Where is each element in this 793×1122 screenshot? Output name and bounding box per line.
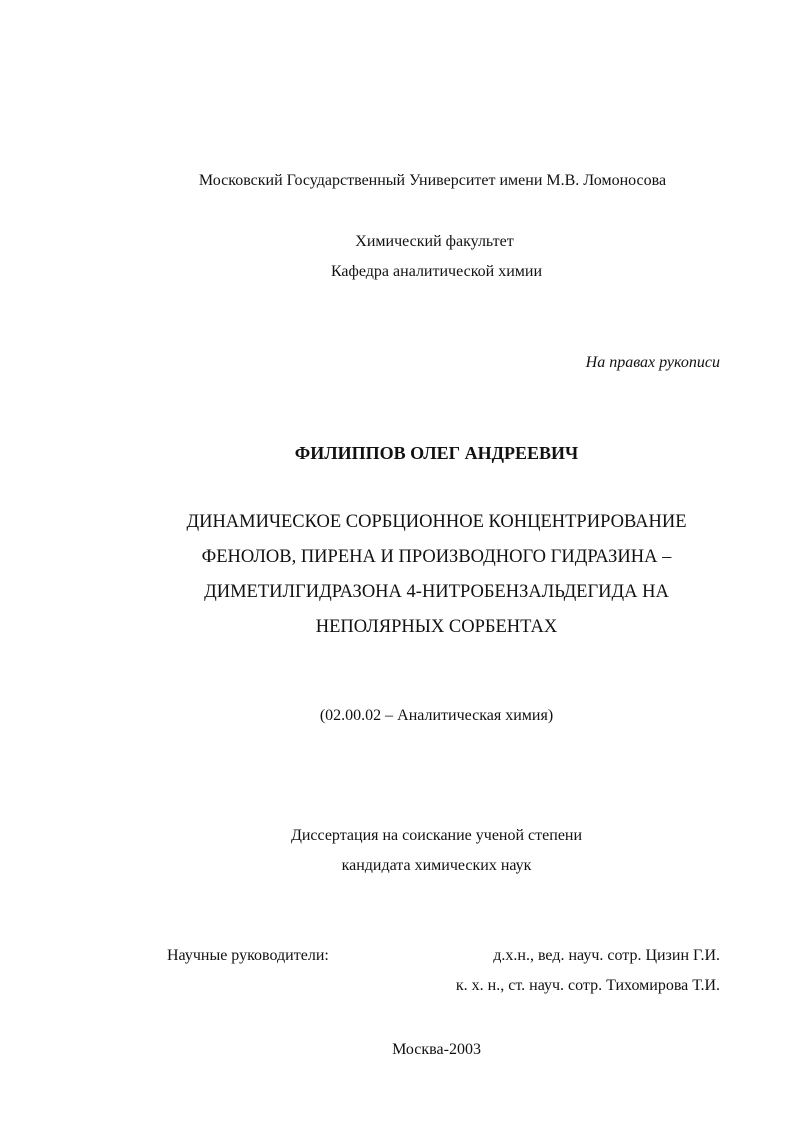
dissertation-title: [40, 505, 793, 645]
supervisors-label: Научные руководители:: [167, 947, 329, 964]
supervisor-second: к. х. н., ст. науч. сотр. Тихомирова Т.И.: [455, 977, 720, 994]
degree-line-1: Диссертация на соискание ученой степени: [290, 827, 583, 844]
university-name: Московский Государственный Университет имени М.В. Ломоносова: [198, 172, 667, 189]
department-name: Кафедра аналитической химии: [330, 263, 543, 280]
title-line: ДИНАМИЧЕСКОЕ СОРБЦИОННОЕ КОНЦЕНТРИРОВАНИЕ: [186, 512, 687, 532]
degree-line-2: кандидата химических наук: [341, 857, 532, 874]
author-name: ФИЛИППОВ ОЛЕГ АНДРЕЕВИЧ: [294, 443, 579, 463]
faculty-name: Химический факультет: [355, 233, 514, 250]
manuscript-rights-note: На правах рукописи: [585, 354, 720, 371]
supervisor-first: д.х.н., вед. науч. сотр. Цизин Г.И.: [493, 947, 720, 964]
title-line: ФЕНОЛОВ, ПИРЕНА И ПРОИЗВОДНОГО ГИДРАЗИНА –: [201, 547, 672, 567]
title-line: ДИМЕТИЛГИДРАЗОНА 4-НИТРОБЕНЗАЛЬДЕГИДА НА: [204, 582, 669, 602]
title-line: НЕПОЛЯРНЫХ СОРБЕНТАХ: [315, 617, 558, 637]
specialty-code: (02.00.02 – Аналитическая химия): [319, 707, 554, 724]
city-year: Москва-2003: [392, 1041, 481, 1058]
